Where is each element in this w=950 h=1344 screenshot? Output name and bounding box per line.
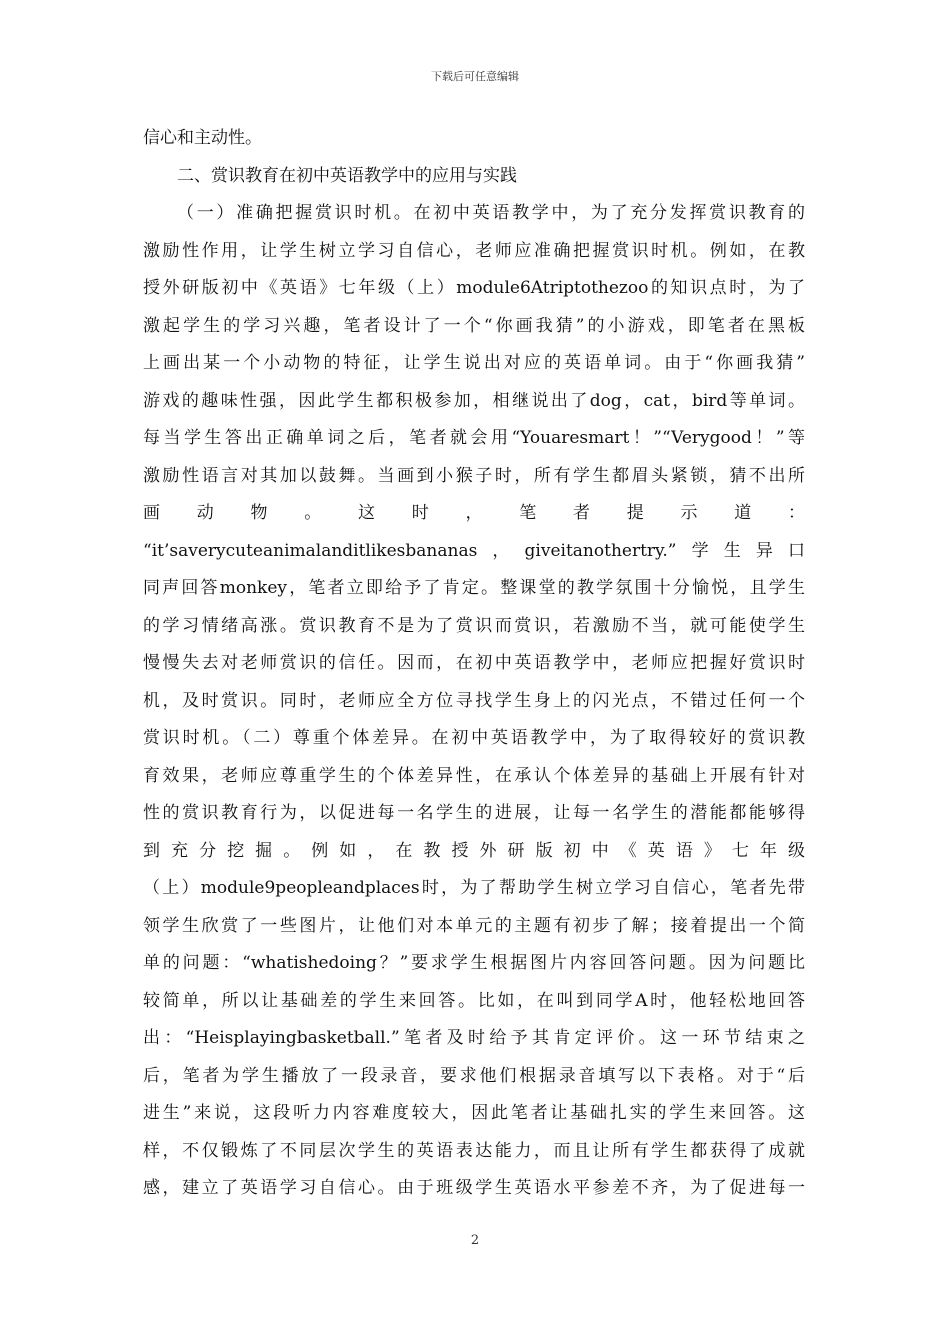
body-line: 较简单，所以让基础差的学生来回答。比如，在叫到同学A时，他轻松地回答 [143, 990, 805, 1011]
body-line: 到 充 分 挖 掘 。 例 如 ， 在 教 授 外 研 版 初 中 《 英 语 》 七 年 级 [143, 840, 805, 861]
body-line: 信心和主动性。 [143, 128, 262, 148]
body-line: 激励性语言对其加以鼓舞。当画到小猴子时，所有学生都眉头紧锁，猜不出所 [143, 465, 805, 486]
body-line: 进生”来说，这段听力内容难度较大，因此笔者让基础扎实的学生来回答。这 [143, 1103, 805, 1123]
body-line: 的学习情绪高涨。赏识教育不是为了赏识而赏识，若激励不当，就可能使学生 [143, 615, 805, 636]
body-line: 性的赏识教育行为，以促进每一名学生的进展，让每一名学生的潜能都能够得 [143, 803, 805, 823]
body-line: 样，不仅锻炼了不同层次学生的英语表达能力，而且让所有学生都获得了成就 [143, 1140, 805, 1161]
body-line: 育效果，老师应尊重学生的个体差异性，在承认个体差异的基础上开展有针对 [143, 765, 805, 786]
body-line: “it’saverycuteanimalanditlikesbananas，giveitanothertry.”学生异口 [143, 540, 805, 561]
body-line: 感，建立了英语学习自信心。由于班级学生英语水平参差不齐，为了促进每一 [143, 1178, 805, 1198]
body-line: 后，笔者为学生播放了一段录音，要求他们根据录音填写以下表格。对于“后 [143, 1065, 805, 1086]
body-line: 出：“Heisplayingbasketball.”笔者及时给予其肯定评价。这一环节结束之 [143, 1028, 805, 1048]
body-line: 授外研版初中《英语》七年级（上）module6Atriptothezoo的知识点时，为了 [143, 278, 805, 298]
body-line: 激励性作用，让学生树立学习自信心，老师应准确把握赏识时机。例如，在教 [143, 240, 805, 261]
body-line: 单的问题：“whatishedoing？”要求学生根据图片内容回答问题。因为问题比 [143, 953, 805, 973]
body-line: 激起学生的学习兴趣，笔者设计了一个“你画我猜”的小游戏，即笔者在黑板 [143, 315, 805, 336]
body-line: 画 动 物 。 这 时 ， 笔 者 提 示 道 ： [143, 503, 805, 523]
body-line: 领学生欣赏了一些图片，让他们对本单元的主题有初步了解；接着提出一个简 [143, 915, 805, 936]
body-line: 同声回答monkey，笔者立即给予了肯定。整课堂的教学氛围十分愉悦，且学生 [143, 578, 805, 598]
body-line: 每当学生答出正确单词之后，笔者就会用“Youaresmart！”“Verygood！”等 [143, 428, 805, 448]
body-line: 机，及时赏识。同时，老师应全方位寻找学生身上的闪光点，不错过任何一个 [143, 690, 805, 711]
body-line: 游戏的趣味性强，因此学生都积极参加，相继说出了dog，cat，bird等单词。 [143, 390, 805, 411]
body-line: 二、赏识教育在初中英语教学中的应用与实践 [177, 165, 517, 186]
document-body [143, 120, 805, 1208]
page-number: 2 [470, 1233, 480, 1248]
body-line: 上画出某一个小动物的特征，让学生说出对应的英语单词。由于“你画我猜” [143, 353, 805, 373]
body-line: 慢慢失去对老师赏识的信任。因而，在初中英语教学中，老师应把握好赏识时 [143, 653, 805, 673]
body-line: 赏识时机。（二）尊重个体差异。在初中英语教学中，为了取得较好的赏识教 [143, 728, 805, 748]
body-line: （一）准确把握赏识时机。在初中英语教学中，为了充分发挥赏识教育的 [177, 203, 805, 223]
page-header: 下载后可任意编辑 [431, 70, 519, 83]
body-line: （上）module9peopleandplaces时，为了帮助学生树立学习自信心，笔者先带 [143, 878, 805, 898]
